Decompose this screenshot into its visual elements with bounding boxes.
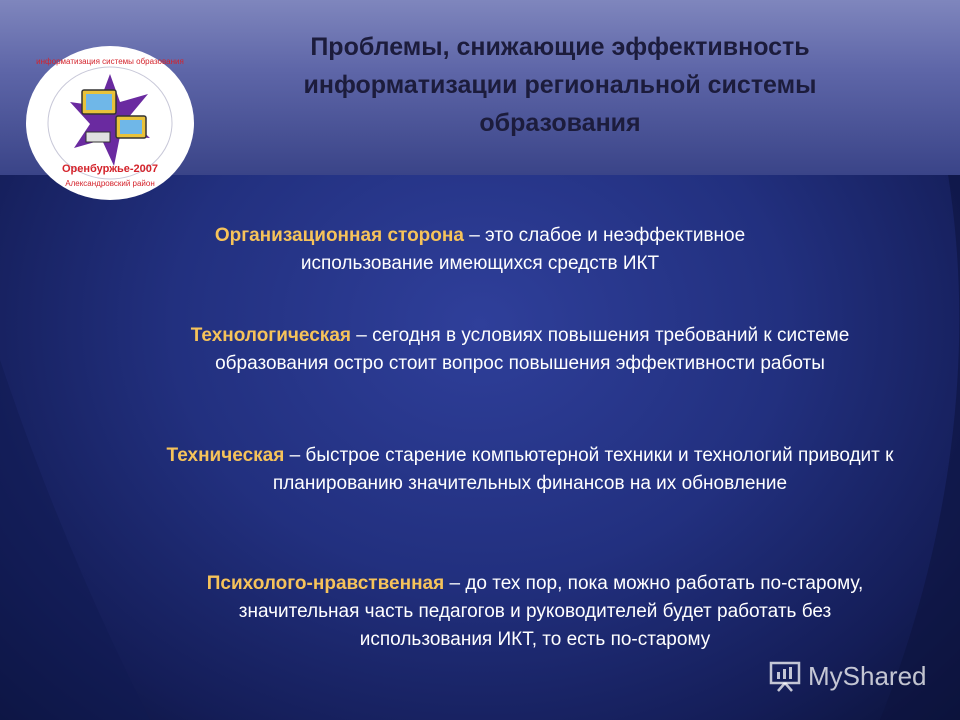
svg-text:Оренбуржье-2007: Оренбуржье-2007 [61, 163, 159, 175]
item-text: – быстрое старение компьютерной техники и технологий приводит к планированию значительных финансов на их обновление [272, 445, 894, 494]
item-psychological [180, 570, 890, 654]
svg-text:информатизация системы образов: информатизация системы образования [36, 57, 184, 66]
item-keyword: Техническая [166, 445, 285, 466]
watermark [768, 656, 927, 696]
watermark-text: MyShared [808, 660, 927, 691]
presentation-board-icon [768, 659, 802, 693]
item-keyword: Технологическая [190, 325, 351, 346]
item-technological [140, 322, 900, 378]
slide-title: Проблемы, снижающие эффективность информатизации региональной системы образования [303, 33, 817, 137]
item-organizational [170, 222, 790, 278]
logo-emblem [24, 44, 196, 202]
svg-text:Александровский район: Александровский район [65, 179, 155, 188]
item-text: – до тех пор, пока можно работать по-старому, значительная часть педагогов и руководителей будет работать без использования ИКТ, то есть по-старому [238, 573, 864, 650]
item-keyword: Организационная сторона [214, 225, 464, 246]
item-text: – сегодня в условиях повышения требований к системе образования остро стоит вопрос повышения эффективности работы [215, 325, 850, 374]
item-text: – это слабое и неэффективное использование имеющихся средств ИКТ [300, 225, 746, 274]
item-keyword: Психолого-нравственная [206, 573, 445, 594]
item-technical [135, 442, 925, 498]
